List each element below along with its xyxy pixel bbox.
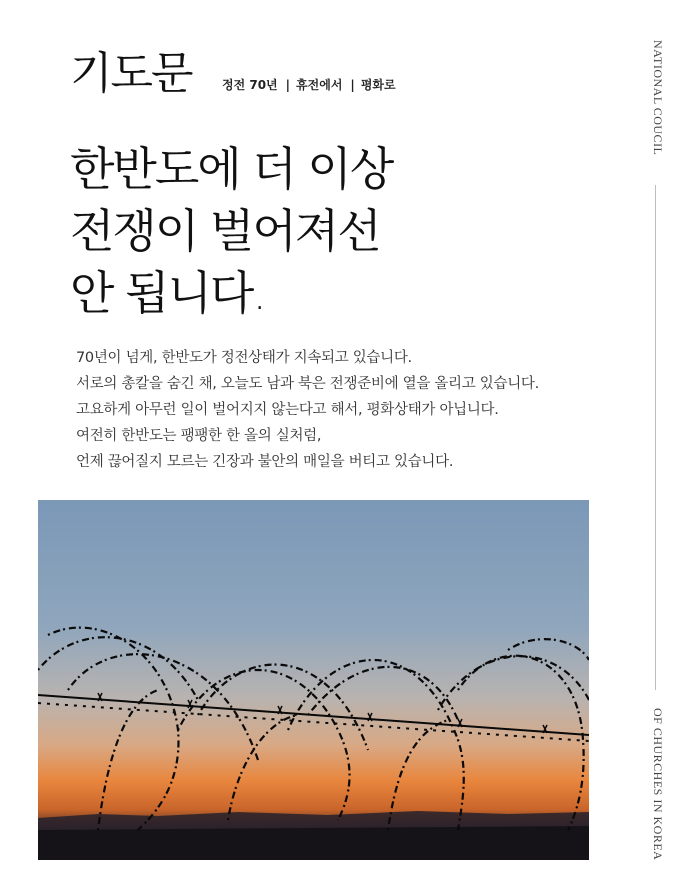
breadcrumb-item-ceasefire[interactable]: 정전 70년: [222, 78, 278, 92]
body-line: 고요하게 아무런 일이 벌어지지 않는다고 해서, 평화상태가 아닙니다.: [76, 402, 499, 418]
breadcrumb-separator: |: [350, 77, 355, 92]
body-line: 언제 끊어질지 모르는 긴장과 불안의 매일을 버티고 있습니다.: [76, 454, 454, 470]
breadcrumb-item-peace[interactable]: 평화로: [360, 78, 396, 92]
body-line: 여전히 한반도는 팽팽한 한 올의 실처럼,: [76, 428, 322, 444]
body-line: 70년이 넘게, 한반도가 정전상태가 지속되고 있습니다.: [76, 350, 412, 366]
body-line: 서로의 총칼을 숨긴 채, 오늘도 남과 북은 전쟁준비에 열을 올리고 있습니다.: [76, 376, 539, 392]
side-divider: [655, 185, 656, 690]
logo: 기도문: [70, 48, 192, 99]
breadcrumb-item-armistice[interactable]: 휴전에서: [296, 78, 343, 92]
breadcrumb-separator: |: [285, 77, 291, 92]
barbed-wire-photo: [38, 500, 589, 860]
side-label: [645, 40, 665, 860]
headline-line: 안 됩니다.: [70, 266, 265, 320]
side-label-bottom: OF CHURCHES IN KOREA: [651, 707, 665, 860]
breadcrumb: [222, 76, 396, 93]
headline: [70, 138, 392, 324]
side-label-top: NATIONAL COUCIL: [651, 40, 665, 156]
headline-line: 전쟁이 벌어져선: [70, 204, 380, 258]
body-paragraph: [76, 345, 539, 475]
headline-line: 한반도에 더 이상: [70, 142, 393, 196]
